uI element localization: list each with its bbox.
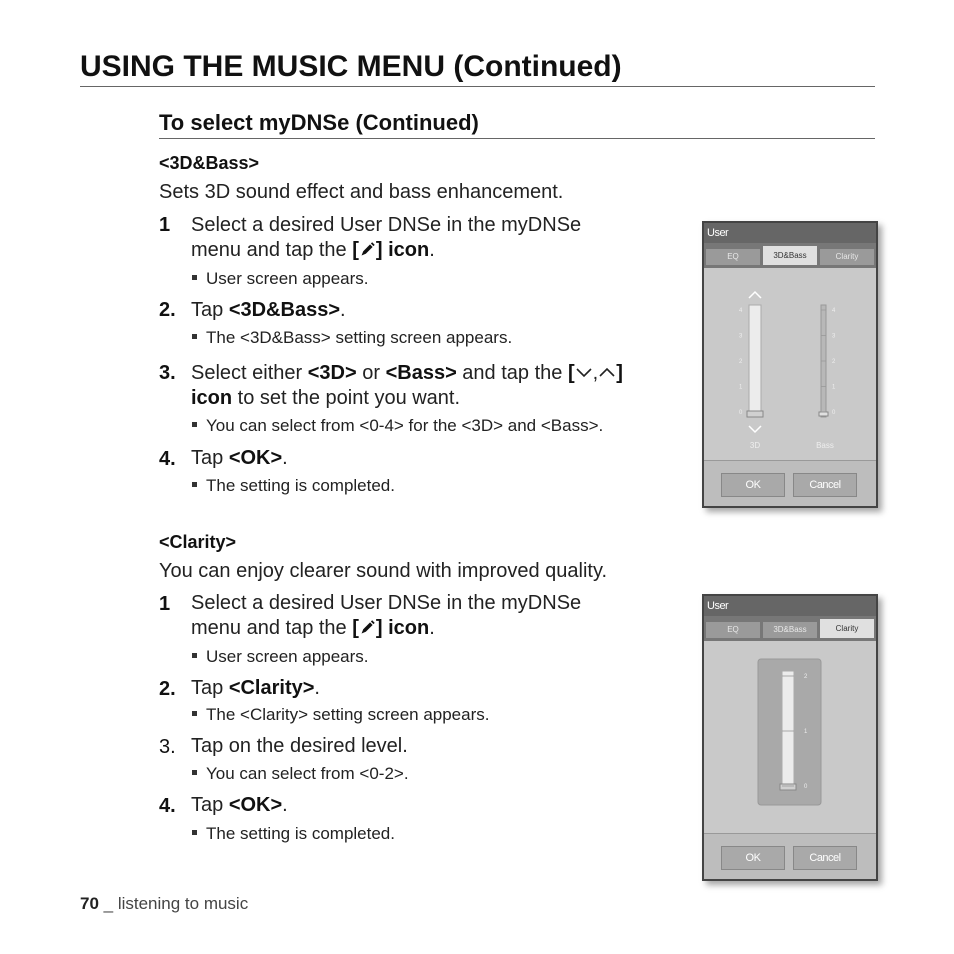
slider-tick-label: 2 [804,674,808,680]
clarity-step3-bullet: You can select from <0-2>. [192,764,409,784]
clarity-slider-graphic [704,641,876,833]
clarity-step2-pre: Tap [191,677,229,699]
slider-tick-label: 0 [832,410,836,416]
bass-step3-pre: Select either [191,362,308,384]
screen-header: User [704,223,876,243]
bass-step1-period: . [429,239,435,261]
page-title: USING THE MUSIC MENU (Continued) [80,50,622,83]
ok-button[interactable]: OK [721,846,785,870]
slider-3d-track[interactable] [749,305,761,417]
device-screen-3dbass [702,221,878,508]
bass-step3-bracket-close: ] [616,362,623,384]
bass-step3-mid2: and tap the [456,362,568,384]
ok-button[interactable]: OK [721,473,785,497]
slider-tick-label: 4 [832,308,836,314]
bass-step3-bold1: <3D> [307,362,357,384]
clarity-step1-line2-pre: menu and tap the [191,617,353,639]
slider-tick-label: 1 [804,729,808,735]
bass-step2-text [191,298,346,323]
bass-step4-bullet: The setting is completed. [192,476,395,496]
bass-step3-number: 3. [159,362,176,384]
bass-step1-text [191,213,581,263]
clarity-step1-bracket: [ [352,617,359,639]
clarity-intro: You can enjoy clearer sound with improved quality. [159,560,608,582]
clarity-step1-text [191,591,581,641]
slider-tick-label: 3 [832,333,836,340]
bass-sliders-graphic [704,268,876,460]
clarity-step1-icon-label: ] icon [375,617,430,639]
bass-step1-number: 1 [159,214,171,236]
bass-step3-mid1: or [356,362,386,384]
bass-step1-bullet: User screen appears. [192,269,369,289]
tab-eq[interactable]: EQ [706,622,760,638]
bass-step3-bullet: You can select from <0-4> for the <3D> and <Bass>. [192,416,603,436]
slider-tick-label: 4 [739,308,743,314]
title-divider [80,86,875,87]
screen-tabs [704,243,876,268]
pen-icon [359,241,376,258]
slider-3d-thumb[interactable] [747,411,763,417]
clarity-step2-number: 2. [159,678,176,700]
slider-3d-label: 3D [749,441,761,450]
slider-tick-label: 1 [832,384,836,391]
slider-tick-label: 0 [804,784,808,790]
pen-icon [359,619,376,636]
clarity-step4-post: . [282,794,288,816]
clarity-heading: <Clarity> [159,532,237,552]
bass-step1-bracket: [ [352,239,359,261]
subtitle-divider [159,138,875,139]
page-number: 70 [80,894,99,913]
tab-3dbass[interactable]: 3D&Bass [763,246,817,265]
screen-footer [704,460,876,506]
cancel-button[interactable]: Cancel [793,473,857,497]
bass-step3-line2 [191,386,623,411]
screen-header: User [704,596,876,616]
clarity-step4-bold: <OK> [228,794,283,816]
bass-step4-bold: <OK> [228,447,283,469]
clarity-step3-text: Tap on the desired level. [191,735,408,757]
screen-footer [704,833,876,879]
bass-step3-comma: , [592,362,599,384]
clarity-step1-line2 [191,616,581,641]
footer-text: _ listening to music [98,894,249,913]
bass-step4-text [191,446,288,471]
screen-body [704,268,876,460]
page-footer [80,894,248,914]
tab-3dbass[interactable]: 3D&Bass [763,622,817,638]
slider-tick-label: 1 [739,384,743,391]
clarity-step1-line1: Select a desired User DNSe in the myDNSe [191,592,582,614]
clarity-step2-bold: <Clarity> [228,677,315,699]
clarity-step1-number: 1 [159,593,171,615]
clarity-step3-number: 3. [159,736,176,758]
tab-clarity[interactable]: Clarity [820,249,874,265]
chevron-down-icon [575,365,593,379]
slider-tick-label: 0 [739,410,743,416]
bass-step4-post: . [282,447,288,469]
clarity-step4-text [191,793,288,818]
tab-clarity[interactable]: Clarity [820,619,874,638]
chevron-up-icon[interactable] [749,292,761,298]
bass-step2-pre: Tap [191,299,229,321]
device-screen-clarity [702,594,878,881]
bass-step3-bold2: <Bass> [385,362,457,384]
chevron-up-icon [598,365,616,379]
clarity-step4-pre: Tap [191,794,229,816]
bass-heading: <3D&Bass> [159,153,260,173]
cancel-button[interactable]: Cancel [793,846,857,870]
bass-intro: Sets 3D sound effect and bass enhancement. [159,181,564,203]
bass-step2-bullet: The <3D&Bass> setting screen appears. [192,328,512,348]
bass-step1-icon-label: ] icon [375,239,430,261]
screen-tabs [704,616,876,641]
bass-step3-line2-post: to set the point you want. [232,387,461,409]
chevron-down-icon[interactable] [749,426,761,432]
bass-step3-line1 [191,361,623,386]
bass-step1-line1: Select a desired User DNSe in the myDNSe [191,214,582,236]
clarity-step2-post: . [314,677,320,699]
bass-step2-post: . [340,299,346,321]
bass-step3-text [191,361,623,411]
bass-step2-bold: <3D&Bass> [228,299,340,321]
bass-step4-pre: Tap [191,447,229,469]
slider-bass-thumb[interactable] [819,412,828,416]
bass-step2-number: 2. [159,299,176,321]
clarity-step2-text [191,676,320,701]
tab-eq[interactable]: EQ [706,249,760,265]
clarity-step4-bullet: The setting is completed. [192,824,395,844]
slider-tick-label: 2 [739,359,743,365]
screen-body [704,641,876,833]
bass-step3-line2-bold: icon [191,387,233,409]
section-subtitle: To select myDNSe (Continued) [159,110,479,135]
bass-step3-bracket-open: [ [567,362,575,384]
clarity-step1-period: . [429,617,435,639]
bass-step4-number: 4. [159,448,176,470]
slider-tick-label: 2 [832,359,836,365]
slider-bass-label: Bass [816,441,834,450]
clarity-step1-bullet: User screen appears. [192,647,369,667]
clarity-step2-bullet: The <Clarity> setting screen appears. [192,705,489,725]
clarity-slider-thumb[interactable] [780,784,796,790]
clarity-step4-number: 4. [159,795,176,817]
bass-step1-line2-pre: menu and tap the [191,239,353,261]
bass-step1-line2 [191,238,581,263]
slider-tick-label: 3 [739,333,743,340]
